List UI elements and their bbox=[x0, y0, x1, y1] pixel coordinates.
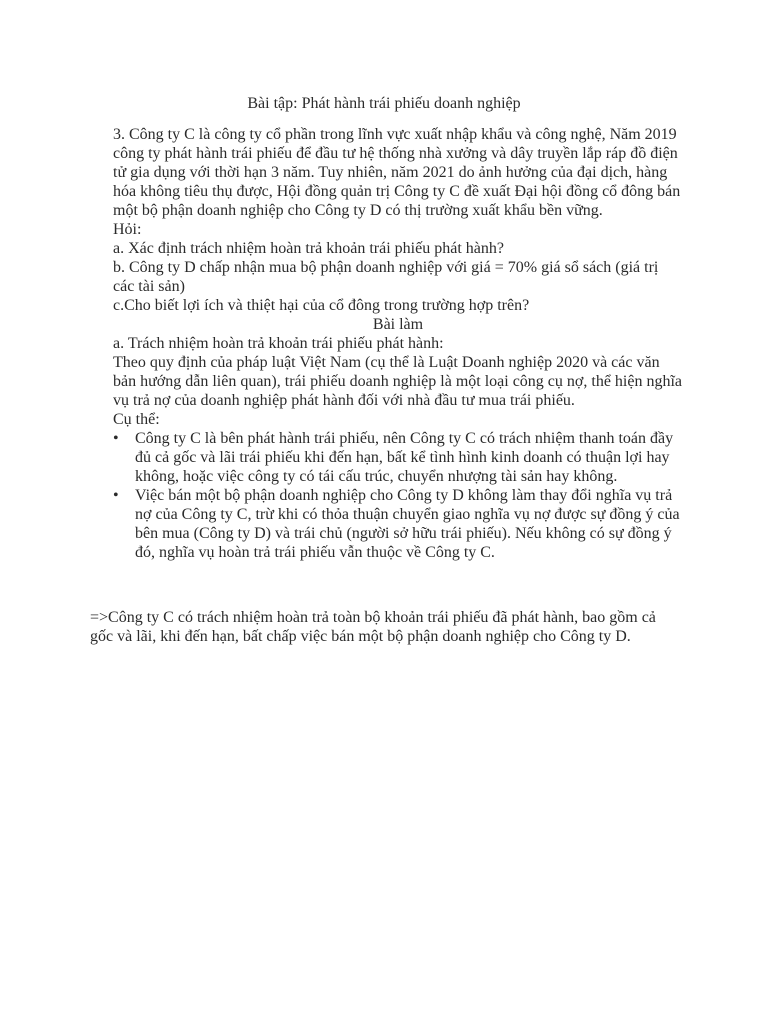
part-a-heading: a. Trách nhiệm hoàn trả khoản trái phiếu phát hành: bbox=[113, 335, 444, 352]
bullet-icon: • bbox=[113, 430, 119, 447]
document-body bbox=[113, 125, 683, 562]
specifics-label: Cụ thể: bbox=[113, 411, 160, 428]
bullet-icon: • bbox=[113, 487, 119, 504]
bullet-text: Công ty C là bên phát hành trái phiếu, nên Công ty C có trách nhiệm thanh toán đầy đủ cả gốc và lãi trái phiếu khi đến hạn, bất kể tình hình kinh doanh có thuận lợi hay không, hoặc việc công ty có tái cấu trúc, chuyển nhượng tài sản hay không. bbox=[135, 430, 674, 485]
bullet-item bbox=[113, 429, 683, 486]
document-title: Bài tập: Phát hành trái phiếu doanh nghiệp bbox=[247, 95, 521, 112]
part-a-intro: Theo quy định của pháp luật Việt Nam (cụ thể là Luật Doanh nghiệp 2020 và các văn bản hướng dẫn liên quan), trái phiếu doanh nghiệp là một loại công cụ nợ, thể hiện nghĩa vụ trả nợ của doanh nghiệp phát hành đối với nhà đầu tư mua trái phiếu. bbox=[113, 354, 683, 409]
bullet-list bbox=[113, 429, 683, 562]
question-a: a. Xác định trách nhiệm hoàn trả khoản trái phiếu phát hành? bbox=[113, 240, 504, 257]
problem-statement: 3. Công ty C là công ty cổ phần trong lĩnh vực xuất nhập khẩu và công nghệ, Năm 2019 công ty phát hành trái phiếu để đầu tư hệ thống nhà xưởng và dây truyền lắp ráp đồ điện tử gia dụng với thời hạn 3 năm. Tuy nhiên, năm 2021 do ảnh hưởng của đại dịch, hàng hóa không tiêu thụ được, Hội đồng quản trị Công ty C đề xuất Đại hội đồng cổ đông bán một bộ phận doanh nghiệp cho Công ty D có thị trường xuất khẩu bền vững. bbox=[113, 126, 681, 219]
questions-label: Hỏi: bbox=[113, 221, 142, 238]
question-c: c.Cho biết lợi ích và thiệt hại của cổ đông trong trường hợp trên? bbox=[113, 297, 530, 314]
bullet-item bbox=[113, 486, 683, 562]
solution-heading: Bài làm bbox=[372, 316, 424, 333]
bullet-text: Việc bán một bộ phận doanh nghiệp cho Công ty D không làm thay đổi nghĩa vụ trả nợ của Công ty C, trừ khi có thỏa thuận chuyển giao nghĩa vụ nợ được sự đồng ý của bên mua (Công ty D) và trái chủ (người sở hữu trái phiếu). Nếu không có sự đồng ý đó, nghĩa vụ hoàn trả trái phiếu vẫn thuộc về Công ty C. bbox=[135, 487, 680, 561]
conclusion: =>Công ty C có trách nhiệm hoàn trả toàn bộ khoản trái phiếu đã phát hành, bao gồm cả gốc và lãi, khi đến hạn, bất chấp việc bán một bộ phận doanh nghiệp cho Công ty D. bbox=[90, 609, 656, 645]
question-b: b. Công ty D chấp nhận mua bộ phận doanh nghiệp với giá = 70% giá sổ sách (giá trị các tài sản) bbox=[113, 259, 659, 295]
